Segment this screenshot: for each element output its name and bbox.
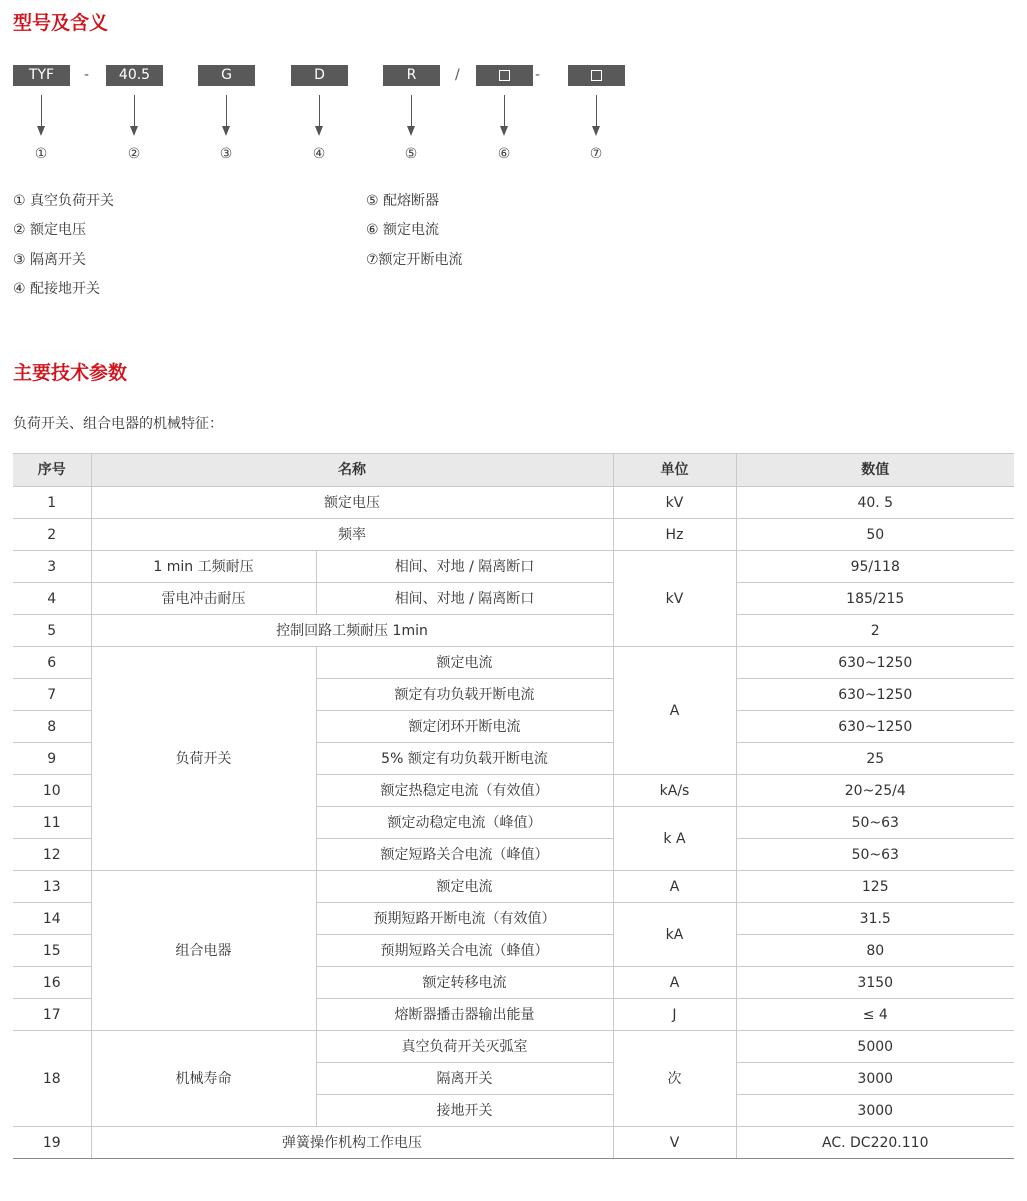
row-unit: A <box>613 647 736 775</box>
row-no: 14 <box>13 903 91 935</box>
row-group-combo: 组合电器 <box>91 871 316 1031</box>
table-row <box>13 871 1014 903</box>
marker-6: ⑥ <box>497 146 511 162</box>
row-value: 125 <box>736 871 1014 903</box>
row-value: 50~63 <box>736 807 1014 839</box>
row-value: 630~1250 <box>736 647 1014 679</box>
code-part-6-placeholder <box>476 65 533 86</box>
table-row <box>13 519 1014 551</box>
row-no: 7 <box>13 679 91 711</box>
row-name: 额定电压 <box>91 487 613 519</box>
row-unit: 次 <box>613 1031 736 1127</box>
code-part-1: TYF <box>13 65 70 86</box>
row-subname: 额定有功负载开断电流 <box>316 679 613 711</box>
section-title-specs: 主要技术参数 <box>13 362 128 384</box>
row-no: 2 <box>13 519 91 551</box>
row-subname: 5% 额定有功负载开断电流 <box>316 743 613 775</box>
row-subname: 隔离开关 <box>316 1063 613 1095</box>
row-value: 80 <box>736 935 1014 967</box>
row-no: 10 <box>13 775 91 807</box>
code-separator-dash: - <box>84 67 90 83</box>
row-subname: 相间、对地 / 隔离断口 <box>316 551 613 583</box>
row-unit: kA/s <box>613 775 736 807</box>
row-value: 630~1250 <box>736 679 1014 711</box>
row-unit: Hz <box>613 519 736 551</box>
row-subname: 相间、对地 / 隔离断口 <box>316 583 613 615</box>
row-unit: V <box>613 1127 736 1159</box>
row-no: 11 <box>13 807 91 839</box>
row-value: 185/215 <box>736 583 1014 615</box>
row-no: 19 <box>13 1127 91 1159</box>
marker-7: ⑦ <box>589 146 603 162</box>
row-value: ≤ 4 <box>736 999 1014 1031</box>
marker-1: ① <box>34 146 48 162</box>
row-value: 20~25/4 <box>736 775 1014 807</box>
row-no: 18 <box>13 1031 91 1127</box>
marker-4: ④ <box>312 146 326 162</box>
empty-square-icon <box>591 70 602 81</box>
row-subname: 额定电流 <box>316 871 613 903</box>
down-arrow-icon <box>130 95 139 137</box>
row-subname: 真空负荷开关灭弧室 <box>316 1031 613 1063</box>
row-name: 频率 <box>91 519 613 551</box>
row-no: 9 <box>13 743 91 775</box>
row-value: 40. 5 <box>736 487 1014 519</box>
row-group: 1 min 工频耐压 <box>91 551 316 583</box>
row-value: 25 <box>736 743 1014 775</box>
row-value: 5000 <box>736 1031 1014 1063</box>
code-part-4: D <box>291 65 348 86</box>
row-value: 31.5 <box>736 903 1014 935</box>
row-subname: 额定闭环开断电流 <box>316 711 613 743</box>
row-no: 3 <box>13 551 91 583</box>
row-no: 1 <box>13 487 91 519</box>
marker-2: ② <box>127 146 141 162</box>
legend-item-4: ④ 配接地开关 <box>13 281 101 297</box>
row-no: 4 <box>13 583 91 615</box>
row-unit: kV <box>613 487 736 519</box>
legend-item-1: ① 真空负荷开关 <box>13 193 115 209</box>
row-value: 3000 <box>736 1095 1014 1127</box>
row-group-load-switch: 负荷开关 <box>91 647 316 871</box>
code-part-2: 40.5 <box>106 65 163 86</box>
table-row <box>13 1127 1014 1159</box>
table-row <box>13 1031 1014 1063</box>
header-no: 序号 <box>13 454 91 487</box>
table-row <box>13 615 1014 647</box>
row-subname: 预期短路开断电流（有效值） <box>316 903 613 935</box>
row-subname: 熔断器播击器输出能量 <box>316 999 613 1031</box>
row-name: 控制回路工频耐压 1min <box>91 615 613 647</box>
legend-item-6: ⑥ 额定电流 <box>366 222 440 238</box>
row-subname: 预期短路关合电流（蜂值） <box>316 935 613 967</box>
legend-item-2: ② 额定电压 <box>13 222 87 238</box>
table-intro: 负荷开关、组合电器的机械特征： <box>13 416 223 432</box>
row-subname: 接地开关 <box>316 1095 613 1127</box>
down-arrow-icon <box>315 95 324 137</box>
row-name: 弹簧操作机构工作电压 <box>91 1127 613 1159</box>
row-value: 3000 <box>736 1063 1014 1095</box>
row-subname: 额定热稳定电流（有效值） <box>316 775 613 807</box>
down-arrow-icon <box>500 95 509 137</box>
row-no: 16 <box>13 967 91 999</box>
legend-item-7: ⑦额定开断电流 <box>366 252 463 268</box>
row-subname: 额定转移电流 <box>316 967 613 999</box>
code-part-3: G <box>198 65 255 86</box>
row-no: 13 <box>13 871 91 903</box>
table-row <box>13 551 1014 583</box>
row-no: 8 <box>13 711 91 743</box>
row-value: 50~63 <box>736 839 1014 871</box>
marker-5: ⑤ <box>404 146 418 162</box>
row-no: 6 <box>13 647 91 679</box>
row-value: 95/118 <box>736 551 1014 583</box>
code-part-5: R <box>383 65 440 86</box>
row-value: 3150 <box>736 967 1014 999</box>
legend-item-5: ⑤ 配熔断器 <box>366 193 440 209</box>
row-subname: 额定电流 <box>316 647 613 679</box>
marker-3: ③ <box>219 146 233 162</box>
code-separator-slash: / <box>455 67 460 83</box>
legend-item-3: ③ 隔离开关 <box>13 252 87 268</box>
table-row <box>13 647 1014 679</box>
header-value: 数值 <box>736 454 1014 487</box>
row-value: 630~1250 <box>736 711 1014 743</box>
row-unit: J <box>613 999 736 1031</box>
table-header-row <box>13 454 1014 487</box>
section-title-model: 型号及含义 <box>13 12 109 34</box>
table-row <box>13 487 1014 519</box>
row-no: 12 <box>13 839 91 871</box>
spec-table <box>13 453 1014 1159</box>
row-group: 雷电冲击耐压 <box>91 583 316 615</box>
row-unit: A <box>613 871 736 903</box>
code-separator-dash-2: - <box>535 67 541 83</box>
header-name: 名称 <box>91 454 613 487</box>
row-group-life: 机械寿命 <box>91 1031 316 1127</box>
header-unit: 单位 <box>613 454 736 487</box>
row-no: 17 <box>13 999 91 1031</box>
down-arrow-icon <box>407 95 416 137</box>
row-value: 50 <box>736 519 1014 551</box>
row-unit: kA <box>613 903 736 967</box>
down-arrow-icon <box>37 95 46 137</box>
row-no: 15 <box>13 935 91 967</box>
row-unit: A <box>613 967 736 999</box>
down-arrow-icon <box>592 95 601 137</box>
row-no: 5 <box>13 615 91 647</box>
row-unit: kV <box>613 551 736 647</box>
empty-square-icon <box>499 70 510 81</box>
table-row <box>13 583 1014 615</box>
row-value: 2 <box>736 615 1014 647</box>
row-subname: 额定短路关合电流（峰值） <box>316 839 613 871</box>
row-subname: 额定动稳定电流（峰值） <box>316 807 613 839</box>
row-unit: k A <box>613 807 736 871</box>
code-part-7-placeholder <box>568 65 625 86</box>
row-value: AC. DC220.110 <box>736 1127 1014 1159</box>
down-arrow-icon <box>222 95 231 137</box>
